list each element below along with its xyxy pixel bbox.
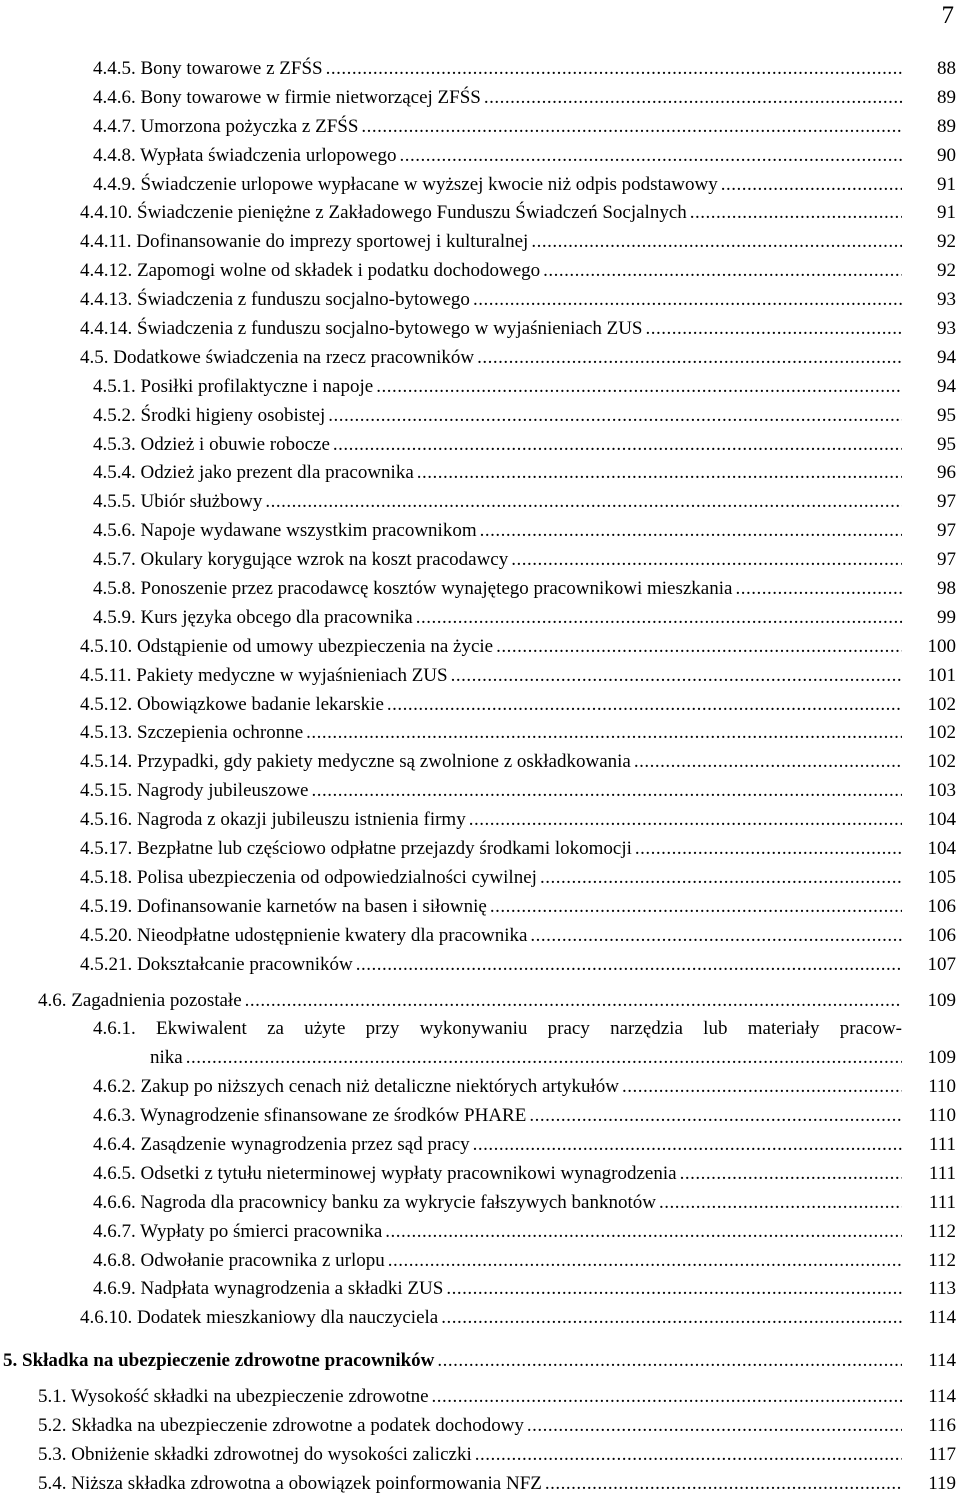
entry-title: Nagroda z okazji jubileuszu istnienia firmy: [137, 809, 466, 831]
entry-number: 4.5.17.: [80, 838, 133, 860]
entry-title: Świadczenie pieniężne z Zakładowego Funduszu Świadczeń Socjalnych: [137, 202, 687, 224]
leader-dots: [262, 488, 902, 517]
entry-number: 4.6.9.: [93, 1278, 136, 1300]
entry-page: 97: [937, 520, 956, 542]
leader-dots: [619, 1073, 902, 1102]
entry-page: 113: [928, 1278, 956, 1300]
toc-entry[interactable]: [0, 719, 960, 748]
entry-number: 4.4.12.: [80, 260, 133, 282]
entry-title: Wynagrodzenie sfinansowane ze środków PHARE: [140, 1105, 527, 1127]
entry-page: 93: [937, 289, 956, 311]
leader-dots: [413, 604, 902, 633]
toc-entry[interactable]: [0, 344, 960, 373]
toc-entry[interactable]: [0, 987, 960, 1016]
toc-entry[interactable]: [0, 1102, 960, 1131]
leader-dots: [537, 864, 902, 893]
entry-title: Odzież i obuwie robocze: [140, 433, 330, 455]
entry-number: 4.5.12.: [80, 693, 133, 715]
entry-number: 4.4.7.: [93, 115, 136, 137]
entry-title: Odstąpienie od umowy ubezpieczenia na życie: [137, 635, 494, 657]
entry-number: 4.5.20.: [80, 924, 133, 946]
entry-number: 4.5.8.: [93, 578, 136, 600]
entry-page: 109: [927, 1047, 956, 1069]
entry-number: 4.5.1.: [93, 375, 136, 397]
leader-dots: [540, 257, 902, 286]
entry-page: 100: [927, 635, 956, 657]
toc-entry[interactable]: [0, 1247, 960, 1276]
entry-title: Kurs języka obcego dla pracownika: [140, 606, 413, 628]
entry-page: 92: [937, 260, 956, 282]
toc-entry[interactable]: [0, 113, 960, 142]
entry-page: 114: [928, 1350, 956, 1372]
entry-title: Świadczenia z funduszu socjalno-bytowego: [137, 289, 470, 311]
toc-entry[interactable]: [0, 315, 960, 344]
entry-number: 4.4.5.: [93, 58, 136, 79]
leader-dots: [481, 84, 902, 113]
entry-title: Zasądzenie wynagrodzenia przez sąd pracy: [140, 1133, 470, 1155]
leader-dots: [414, 459, 902, 488]
toc-entry[interactable]: [0, 142, 960, 171]
entry-page: 109: [927, 989, 956, 1011]
entry-title: Odwołanie pracownika z urlopu: [140, 1249, 385, 1271]
leader-dots: [325, 402, 902, 431]
entry-page: 105: [927, 866, 956, 888]
entry-number: 4.6.4.: [93, 1133, 136, 1155]
entry-title: Wypłata świadczenia urlopowego: [140, 144, 397, 166]
entry-title: Nieodpłatne udostępnienie kwatery dla pracownika: [137, 924, 528, 946]
leader-dots: [448, 662, 902, 691]
leader-dots: [384, 691, 902, 720]
entry-number: 4.5.19.: [80, 895, 133, 917]
toc-entry[interactable]: [0, 575, 960, 604]
entry-number: 4.4.13.: [80, 289, 133, 311]
leader-dots: [358, 113, 902, 142]
leader-dots: [642, 315, 902, 344]
toc-entry-wrapped-line1[interactable]: [0, 1015, 960, 1044]
leader-dots: [397, 142, 903, 171]
leader-dots: [385, 1247, 902, 1276]
entry-page: 116: [928, 1414, 956, 1436]
leader-dots: [242, 987, 902, 1016]
entry-page: 106: [927, 924, 956, 946]
entry-number: 4.5.3.: [93, 433, 136, 455]
toc-chapter-entry[interactable]: [0, 1347, 960, 1376]
leader-dots: [443, 1275, 902, 1304]
toc-entry[interactable]: [0, 199, 960, 228]
leader-dots: [353, 951, 902, 980]
leader-dots: [632, 835, 902, 864]
entry-page: 104: [927, 838, 956, 860]
entry-title: Posiłki profilaktyczne i napoje: [140, 375, 374, 397]
leader-dots: [526, 1102, 902, 1131]
leader-dots: [382, 1218, 902, 1247]
entry-title: Obowiązkowe badanie lekarskie: [137, 693, 384, 715]
entry-title: Przypadki, gdy pakiety medyczne są zwolnione z oskładkowania: [137, 751, 631, 773]
toc-entry[interactable]: [0, 488, 960, 517]
toc-entry[interactable]: [0, 1383, 960, 1412]
entry-page: 92: [937, 231, 956, 253]
entry-number: 4.6.5.: [93, 1162, 136, 1184]
toc-entry[interactable]: [0, 1304, 960, 1333]
leader-dots: [524, 1412, 902, 1441]
leader-dots: [470, 1131, 902, 1160]
entry-title: Bony towarowe z ZFŚS: [140, 58, 323, 79]
entry-page: 89: [937, 115, 956, 137]
entry-title: Dodatkowe świadczenia na rzecz pracowników: [113, 346, 475, 368]
entry-page: 89: [937, 86, 956, 108]
entry-page: 107: [927, 953, 956, 975]
entry-page: 90: [937, 144, 956, 166]
leader-dots: [677, 1160, 902, 1189]
entry-title: Pakiety medyczne w wyjaśnieniach ZUS: [136, 664, 448, 686]
entry-title: Nagrody jubileuszowe: [137, 780, 309, 802]
toc-entry[interactable]: [0, 1275, 960, 1304]
entry-title: Wypłaty po śmierci pracownika: [140, 1220, 383, 1242]
entry-number: 4.6.: [38, 989, 67, 1011]
toc-entry[interactable]: [0, 864, 960, 893]
entry-number: 4.4.11.: [80, 231, 132, 253]
entry-number: 4.5.7.: [93, 549, 136, 571]
entry-page: 111: [928, 1133, 956, 1155]
page-number: 7: [941, 2, 954, 29]
leader-dots: [527, 922, 902, 951]
entry-number: 4.4.14.: [80, 318, 133, 340]
entry-title: Umorzona pożyczka z ZFŚS: [140, 115, 359, 137]
leader-dots: [493, 633, 902, 662]
entry-title: Dokształcanie pracowników: [137, 953, 353, 975]
toc-entry[interactable]: [0, 228, 960, 257]
entry-number: 4.5.2.: [93, 404, 136, 426]
leader-dots: [732, 575, 902, 604]
toc-entry[interactable]: [0, 84, 960, 113]
entry-page: 101: [927, 664, 956, 686]
entry-number: 4.5.4.: [93, 462, 136, 484]
entry-title: Dodatek mieszkaniowy dla nauczyciela: [137, 1307, 439, 1329]
toc-entry[interactable]: [0, 402, 960, 431]
entry-number: 5.1.: [38, 1386, 67, 1408]
toc-entry[interactable]: [0, 1160, 960, 1189]
toc-entry[interactable]: [0, 517, 960, 546]
leader-dots: [373, 373, 902, 402]
leader-dots: [330, 431, 902, 460]
entry-title: Świadczenia z funduszu socjalno-bytowego w wyjaśnieniach ZUS: [137, 318, 643, 340]
toc-entry[interactable]: [0, 922, 960, 951]
toc-entry[interactable]: [0, 1412, 960, 1441]
entry-page: 93: [937, 318, 956, 340]
leader-dots: [429, 1383, 902, 1412]
entry-number: 4.6.8.: [93, 1249, 136, 1271]
entry-number: 4.5.10.: [80, 635, 133, 657]
leader-dots: [474, 344, 902, 373]
entry-page: 119: [928, 1472, 956, 1494]
leader-dots: [472, 1441, 902, 1470]
entry-number: 4.5.15.: [80, 780, 133, 802]
leader-dots: [308, 777, 902, 806]
entry-title: Nagroda dla pracownicy banku za wykrycie fałszywych banknotów: [140, 1191, 656, 1213]
leader-dots: [718, 171, 902, 200]
entry-title: Składka na ubezpieczenie zdrowotne a podatek dochodowy: [71, 1414, 524, 1436]
entry-title-line1: Ekwiwalent za użyte przy wykonywaniu pracy narzędzia lub materiały pracow-: [156, 1018, 903, 1040]
entry-title: Okulary korygujące wzrok na koszt pracodawcy: [140, 549, 509, 571]
entry-page: 110: [928, 1076, 956, 1098]
entry-page: 110: [928, 1105, 956, 1127]
leader-dots: [477, 517, 902, 546]
entry-title: Zapomogi wolne od składek i podatku dochodowego: [137, 260, 541, 282]
entry-title: Wysokość składki na ubezpieczenie zdrowotne: [70, 1386, 429, 1408]
entry-title: Odzież jako prezent dla pracownika: [140, 462, 414, 484]
entry-page: 112: [928, 1220, 956, 1242]
entry-title: Bezpłatne lub częściowo odpłatne przejazdy środkami lokomocji: [137, 838, 632, 860]
toc-entry[interactable]: [0, 777, 960, 806]
toc-entry[interactable]: [0, 1073, 960, 1102]
entry-number: 4.5.21.: [80, 953, 133, 975]
toc-entry[interactable]: [0, 1189, 960, 1218]
leader-dots: [687, 199, 902, 228]
entry-number: 4.5.: [80, 346, 109, 368]
entry-number: 4.6.2.: [93, 1076, 136, 1098]
entry-number: 4.5.11.: [80, 664, 132, 686]
toc-entry[interactable]: [0, 951, 960, 980]
toc-entry[interactable]: [0, 633, 960, 662]
entry-page: 88: [937, 58, 956, 79]
toc-entry[interactable]: [0, 662, 960, 691]
leader-dots: [323, 55, 902, 84]
entry-title: Świadczenie urlopowe wypłacane w wyższej kwocie niż odpis podstawowy: [140, 173, 718, 195]
entry-page: 91: [937, 173, 956, 195]
entry-title: Niższa składka zdrowotna a obowiązek poinformowania NFZ: [71, 1472, 542, 1494]
toc-entry[interactable]: [0, 893, 960, 922]
entry-number: 5.4.: [38, 1472, 67, 1494]
entry-title: Napoje wydawane wszystkim pracownikom: [140, 520, 477, 542]
entry-number: 4.6.7.: [93, 1220, 136, 1242]
entry-number: 4.6.6.: [93, 1191, 136, 1213]
entry-page: 94: [937, 346, 956, 368]
entry-title: Bony towarowe w firmie nietworzącej ZFŚS: [140, 86, 481, 108]
entry-title: Składka na ubezpieczenie zdrowotne pracowników: [22, 1350, 435, 1372]
toc-entry[interactable]: [0, 691, 960, 720]
entry-number: 4.6.1.: [93, 1018, 136, 1040]
entry-page: 97: [937, 549, 956, 571]
entry-number: 4.4.8.: [93, 144, 136, 166]
leader-dots: [542, 1470, 902, 1499]
entry-page: 91: [937, 202, 956, 224]
entry-page: 104: [927, 809, 956, 831]
entry-title: Zagadnienia pozostałe: [71, 989, 242, 1011]
entry-title: Dofinansowanie karnetów na basen i siłownię: [137, 895, 487, 917]
entry-number: 4.5.6.: [93, 520, 136, 542]
leader-dots: [183, 1044, 902, 1073]
entry-page: 111: [928, 1162, 956, 1184]
entry-title: Polisa ubezpieczenia od odpowiedzialności cywilnej: [137, 866, 537, 888]
entry-page: 102: [927, 693, 956, 715]
toc-entry[interactable]: [0, 1131, 960, 1160]
entry-number: 4.5.14.: [80, 751, 133, 773]
entry-page: 98: [937, 578, 956, 600]
entry-page: 102: [927, 722, 956, 744]
entry-title-line2: nika: [150, 1047, 183, 1069]
entry-page: 96: [937, 462, 956, 484]
toc-entry[interactable]: [0, 546, 960, 575]
entry-page: 106: [927, 895, 956, 917]
leader-dots: [656, 1189, 902, 1218]
toc-entry[interactable]: [0, 604, 960, 633]
entry-page: 102: [927, 751, 956, 773]
toc-entry[interactable]: [0, 286, 960, 315]
entry-title: Zakup po niższych cenach niż detaliczne niektórych artykułów: [140, 1076, 619, 1098]
entry-number: 4.4.6.: [93, 86, 136, 108]
entry-number: 5.: [3, 1350, 18, 1372]
entry-number: 4.5.5.: [93, 491, 136, 513]
toc-entry[interactable]: [0, 431, 960, 460]
entry-page: 95: [937, 433, 956, 455]
entry-title: Nadpłata wynagrodzenia a składki ZUS: [140, 1278, 444, 1300]
entry-page: 99: [937, 606, 956, 628]
toc-entry[interactable]: [0, 171, 960, 200]
toc-entry[interactable]: [0, 459, 960, 488]
entry-page: 97: [937, 491, 956, 513]
entry-page: 114: [928, 1307, 956, 1329]
entry-number: 4.5.9.: [93, 606, 136, 628]
entry-title: Dofinansowanie do imprezy sportowej i kulturalnej: [136, 231, 529, 253]
entry-title: Środki higieny osobistej: [140, 404, 326, 426]
entry-title: Odsetki z tytułu nieterminowej wypłaty pracownikowi wynagrodzenia: [140, 1162, 677, 1184]
toc-entry[interactable]: [0, 1441, 960, 1470]
leader-dots: [487, 893, 902, 922]
leader-dots: [303, 719, 902, 748]
entry-number: 4.6.10.: [80, 1307, 133, 1329]
entry-title: Ubiór służbowy: [140, 491, 263, 513]
toc-entry[interactable]: [0, 1470, 960, 1499]
leader-dots: [631, 748, 902, 777]
toc-entry-wrapped-line2[interactable]: [0, 1044, 960, 1073]
leader-dots: [470, 286, 902, 315]
leader-dots: [508, 546, 902, 575]
entry-page: 94: [937, 375, 956, 397]
toc-entry[interactable]: [0, 806, 960, 835]
entry-page: 103: [927, 780, 956, 802]
entry-page: 95: [937, 404, 956, 426]
entry-number: 4.5.16.: [80, 809, 133, 831]
leader-dots: [528, 228, 902, 257]
leader-dots: [438, 1304, 902, 1333]
entry-number: 4.5.13.: [80, 722, 133, 744]
entry-number: 4.5.18.: [80, 866, 133, 888]
leader-dots: [434, 1347, 902, 1376]
entry-page: 112: [928, 1249, 956, 1271]
entry-number: 5.3.: [38, 1443, 67, 1465]
entry-number: 5.2.: [38, 1414, 67, 1436]
toc-entry[interactable]: [0, 748, 960, 777]
toc-entry[interactable]: [0, 1218, 960, 1247]
toc-entry[interactable]: [0, 257, 960, 286]
table-of-contents: [0, 55, 960, 1499]
toc-entry[interactable]: [0, 835, 960, 864]
entry-title: Szczepienia ochronne: [137, 722, 304, 744]
leader-dots: [466, 806, 902, 835]
toc-entry[interactable]: [0, 55, 960, 84]
toc-entry[interactable]: [0, 373, 960, 402]
entry-page: 117: [928, 1443, 956, 1465]
entry-title: Ponoszenie przez pracodawcę kosztów wynajętego pracownikowi mieszkania: [140, 578, 733, 600]
entry-number: 4.4.10.: [80, 202, 133, 224]
entry-title: Obniżenie składki zdrowotnej do wysokości zaliczki: [71, 1443, 472, 1465]
entry-page: 111: [928, 1191, 956, 1213]
entry-page: 114: [928, 1386, 956, 1408]
entry-number: 4.6.3.: [93, 1105, 136, 1127]
entry-number: 4.4.9.: [93, 173, 136, 195]
